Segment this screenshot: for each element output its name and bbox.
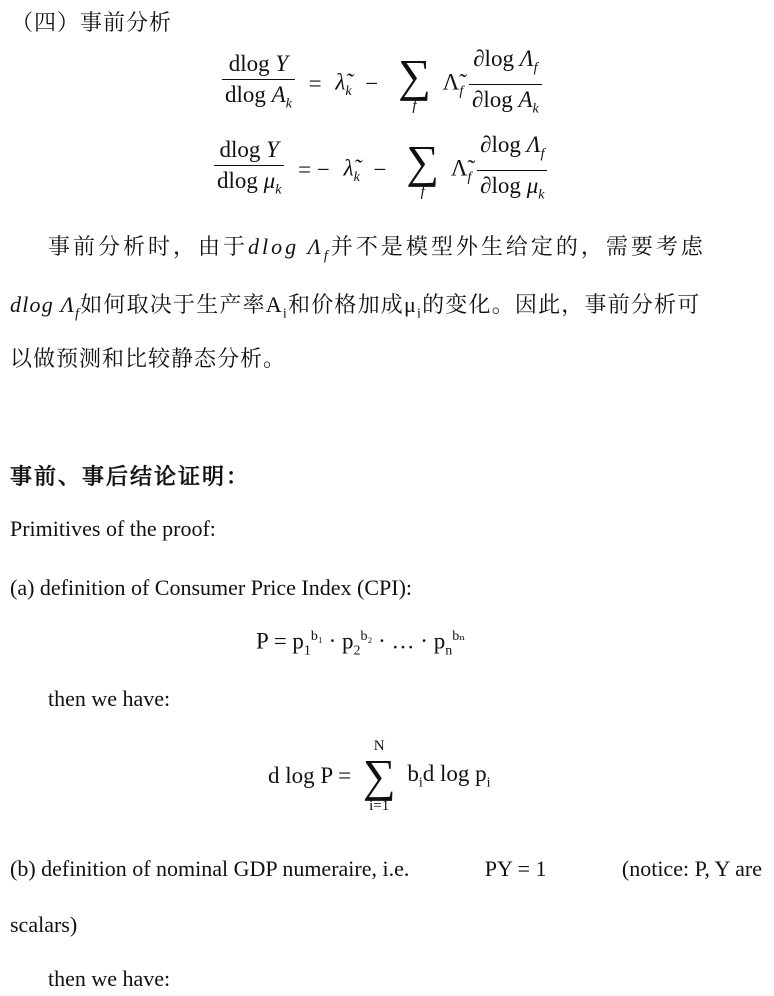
dlog-sum-sign: ∑ [362,750,396,801]
eq1-lambda-sub: k [345,83,352,99]
eq2-sum-sign: ∑ [406,136,440,188]
eq2-lhs-den-var: μ [263,167,276,193]
item-b-math: PY = 1 [484,856,547,881]
cpi-p2: p [341,628,354,654]
cpi-b2: b₂ [360,629,373,644]
eq1-rhs-den: ∂log [471,86,513,112]
eq1-rhs-num-var: Λ [519,46,534,71]
eq2-Lambda-sub: f [467,169,472,185]
item-b [10,856,762,882]
cpi-p2-sub: 2 [353,643,361,659]
eq2-rhs-den-sub: k [538,187,545,203]
eq1-minus: − [365,71,379,97]
eq2-lhs-num: dlog [219,136,261,162]
eq1-lhs-den-sub: k [285,96,292,112]
cpi-b1: b₁ [310,629,323,644]
cpi-pn-sub: n [445,643,453,659]
para1-line2-sub2: i [417,306,423,322]
eq2-sum-limit: f [420,184,425,201]
eq2-lhs-den: dlog [217,167,258,193]
dlog-p-sub: i [486,775,491,791]
dlog-b-sub: i [418,775,423,791]
eq1-lambda: λ̃ [335,69,346,95]
eq1-Lambda: Λ̃ [442,69,460,95]
cpi-pn: p [433,628,446,654]
eq2-rhs-num-var: Λ [526,132,541,157]
equation-2 [214,130,547,210]
eq1-sum-sign: ∑ [398,50,431,102]
dlog-rhs-mid: d log p [422,760,487,786]
then-we-have-2: then we have: [48,966,171,991]
cpi-equation [256,628,465,659]
eq2-rhs-den-var: μ [526,172,539,198]
para1-line2-a: 如何取决于生产率A [80,292,283,317]
dlog-sum-bottom: i=1 [369,798,390,814]
para1-line2 [10,288,762,322]
eq2-Lambda: Λ̃ [450,155,468,181]
cpi-p1-sub: 1 [303,643,311,659]
dlog-b: b [407,760,419,786]
eq1-lhs-den-var: A [271,81,286,107]
para1-line2-math-sub: f [75,306,81,322]
eq1-sum-limit: f [412,98,417,115]
proof-heading: 事前、事后结论证明： [10,464,251,489]
eq2-rhs-num: ∂log [480,132,521,157]
eq2-lhs-num-var: Y [266,136,279,162]
cpi-bn: bₙ [452,629,466,644]
para1-line2-sub1: i [282,306,288,322]
para1-line1-math: dlog Λ [248,234,324,259]
para1-line2-c: 的变化。因此，事前分析可 [422,292,701,317]
eq1-equals: = [308,71,322,97]
para1-line1-b: 并不是模型外生给定的，需要考虑 [330,234,706,259]
eq2-lhs-den-sub: k [275,182,282,198]
eq1-Lambda-sub: f [459,83,464,99]
eq1-lhs-num-var: Y [275,50,289,76]
eq2-lambda-sub: k [353,169,360,185]
item-a: (a) definition of Consumer Price Index (CPI): [10,575,413,600]
eq1-rhs-den-sub: k [532,101,539,117]
eq1-rhs-den-var: A [518,86,533,112]
eq1-rhs-num: ∂log [473,46,514,71]
para1-line1 [48,230,762,264]
cpi-p1: p [292,628,304,654]
eq2-lambda: λ̃ [343,155,354,181]
eq2-equals: = − [298,157,330,183]
item-b-text: (b) definition of nominal GDP numeraire, i.e. [10,856,410,881]
para1-line2-math: dlog Λ [10,292,76,317]
para1-line1-a: 事前分析时，由于 [48,234,249,259]
equation-1 [222,44,542,124]
dlog-sum-top: N [373,738,385,754]
item-b-line2: scalars) [10,912,78,937]
primitives-line: Primitives of the proof: [10,516,216,541]
section-heading: （四）事前分析 [11,10,173,35]
eq2-rhs-num-sub: f [540,146,545,162]
then-we-have-1: then we have: [48,686,171,711]
dlog-lhs: d log P = [268,763,352,788]
cpi-lhs: P = [256,628,287,654]
eq2-minus: − [373,157,387,183]
para1-line1-math-sub: f [323,248,331,264]
eq2-rhs-den: ∂log [480,172,521,198]
cpi-dot: · [328,628,337,654]
para1-line2-b: 和价格加成μ [288,292,417,317]
item-b-note: (notice: P, Y are [621,856,762,881]
eq1-rhs-num-sub: f [533,60,538,76]
cpi-ellipsis: · … · [378,628,428,654]
eq1-lhs-num: dlog [228,50,270,76]
para1-line3: 以做预测和比较静态分析。 [10,346,287,371]
eq1-lhs-den: dlog [225,81,266,107]
dlog-equation [268,738,491,814]
